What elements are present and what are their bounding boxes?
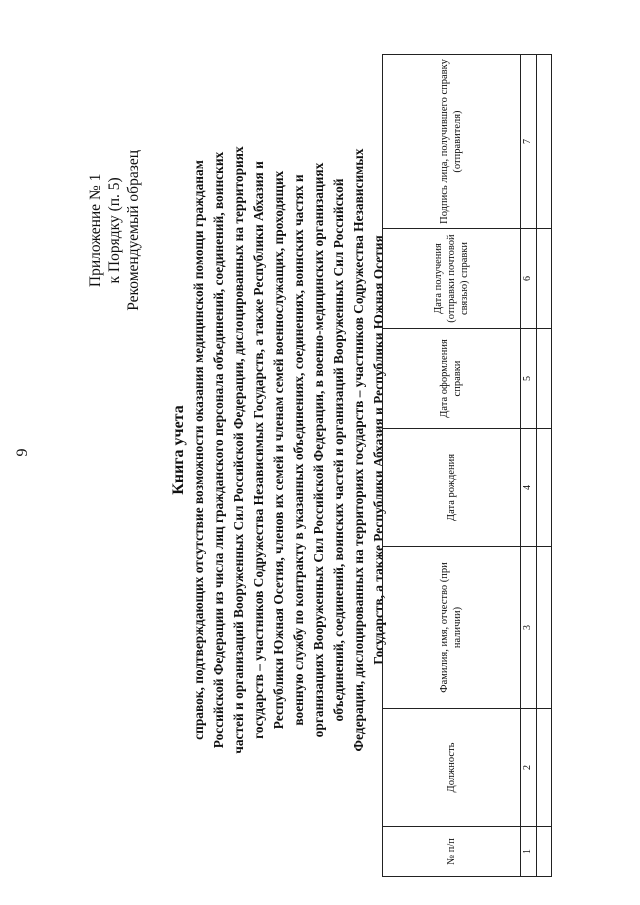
document-subtitle-line: Государств, а также Республики Абхазия и Республики Южная Осетия xyxy=(371,235,386,665)
column-header-full-name: Фамилия, имя, отчество (при наличии) xyxy=(383,547,521,709)
column-header-signature: Подпись лица, получившего справку (отправителя) xyxy=(383,55,521,229)
document-subtitle-line: объединений, соединений, воинских частей и организаций Вооруженных Сил Российской xyxy=(331,178,346,722)
table-header-row xyxy=(383,55,521,877)
column-number: 1 xyxy=(520,827,536,877)
appendix-line-2: к Порядку (п. 5) xyxy=(106,177,123,284)
column-number: 5 xyxy=(520,329,536,429)
column-number: 6 xyxy=(520,229,536,329)
column-header-position: Должность xyxy=(383,709,521,827)
table-cell xyxy=(536,709,551,827)
page-number: 9 xyxy=(14,448,31,457)
document-subtitle-line: организациях Вооруженных Сил Российской Федерации, в военно-медицинских организациях xyxy=(311,162,326,738)
document-subtitle-line: Федерации, дислоцированных на территориях государств – участников Содружества Независимых xyxy=(351,148,366,752)
column-header-issue-date: Дата оформления справки xyxy=(383,329,521,429)
column-header-number: № п/п xyxy=(383,827,521,877)
appendix-block xyxy=(86,150,143,311)
table-cell xyxy=(536,429,551,547)
table-cell xyxy=(536,827,551,877)
column-number-row xyxy=(520,55,536,877)
register-table xyxy=(382,54,552,877)
table-cell xyxy=(536,55,551,229)
document-subtitle-line: Республики Южная Осетия, членов их семей и членам семей военнослужащих, проходящих xyxy=(271,170,286,730)
table-cell xyxy=(536,547,551,709)
document-title: Книга учета xyxy=(170,405,187,495)
document-subtitle-line: Российской Федерации из числа лиц гражданского персонала объединений, соединений, воинских xyxy=(211,151,226,749)
document-subtitle-line: военную службу по контракту в указанных объединениях, соединениях, воинских частях и xyxy=(291,174,306,726)
column-header-birth-date: Дата рождения xyxy=(383,429,521,547)
column-number: 7 xyxy=(520,55,536,229)
table-cell xyxy=(536,229,551,329)
table-cell xyxy=(536,329,551,429)
appendix-line-1: Приложение № 1 xyxy=(87,173,104,288)
document-subtitle-line: государств – участников Содружества Независимых Государств, а также Республики Абхазия и xyxy=(251,161,266,739)
column-number: 2 xyxy=(520,709,536,827)
table-row xyxy=(536,55,551,877)
column-number: 3 xyxy=(520,547,536,709)
document-subtitle-line: справок, подтверждающих отсутствие возможности оказания медицинской помощи гражданам xyxy=(191,160,206,740)
column-header-receipt-date: Дата получения (отправки почтовой связью) справки xyxy=(383,229,521,329)
column-number: 4 xyxy=(520,429,536,547)
document-subtitle-line: частей и организаций Вооруженных Сил Российской Федерации, дислоцированных на территориях xyxy=(231,146,246,754)
appendix-line-3: Рекомендуемый образец xyxy=(125,150,142,311)
document-heading xyxy=(168,55,389,845)
